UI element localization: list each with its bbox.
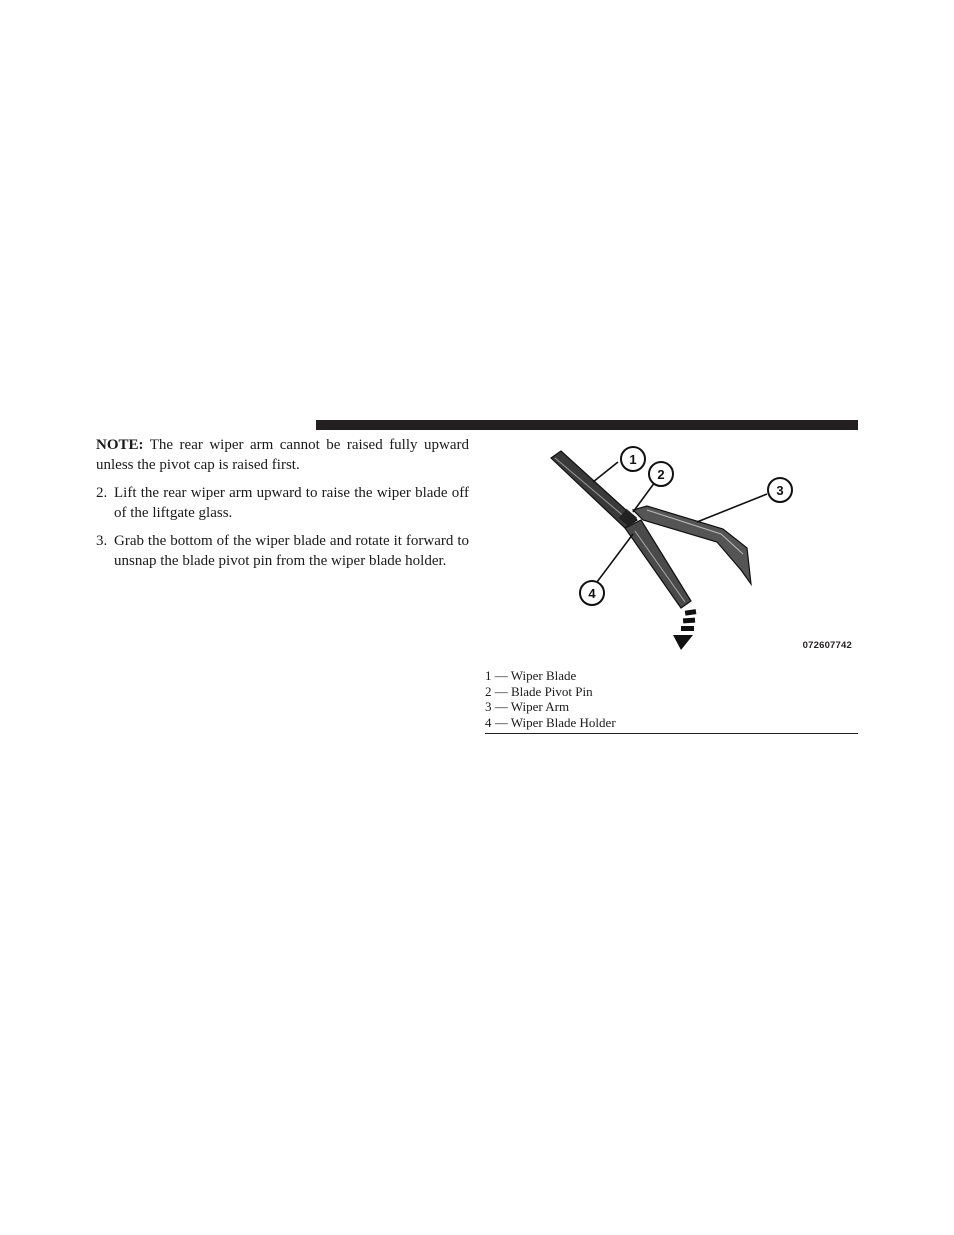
step-item	[96, 532, 469, 571]
wiper-illustration	[485, 436, 858, 662]
rotate-arrow-icon	[673, 609, 696, 650]
callout-3	[768, 478, 792, 502]
note-paragraph	[96, 436, 469, 475]
callout-1-label: 1	[629, 452, 637, 467]
figure-legend	[485, 668, 858, 730]
figure-code: 072607742	[802, 640, 852, 651]
callout-3-label: 3	[776, 483, 784, 498]
step-text: Lift the rear wiper arm upward to raise the wiper blade off of the liftgate glass.	[114, 485, 469, 521]
callout-2-label: 2	[657, 467, 665, 482]
callout-2	[649, 462, 673, 486]
step-item	[96, 484, 469, 523]
callout-4-label: 4	[588, 586, 596, 601]
step-number: 3.	[96, 533, 108, 549]
legend-item: 2 — Blade Pivot Pin	[485, 683, 593, 699]
legend-item: 1 — Wiper Blade	[485, 668, 577, 683]
note-text: The rear wiper arm cannot be raised fully upward unless the pivot cap is raised first.	[96, 437, 469, 473]
callout-4	[580, 581, 604, 605]
callout-1	[621, 447, 645, 471]
step-text: Grab the bottom of the wiper blade and rotate it forward to unsnap the blade pivot pin from the wiper blade holder.	[114, 533, 469, 569]
legend-item: 3 — Wiper Arm	[485, 699, 570, 715]
instructions-column	[96, 436, 469, 580]
note-label: NOTE:	[96, 437, 144, 453]
step-number: 2.	[96, 485, 108, 501]
section-header-bar	[316, 420, 858, 430]
legend-divider	[485, 733, 858, 734]
legend-item: 4 — Wiper Blade Holder	[485, 714, 616, 730]
